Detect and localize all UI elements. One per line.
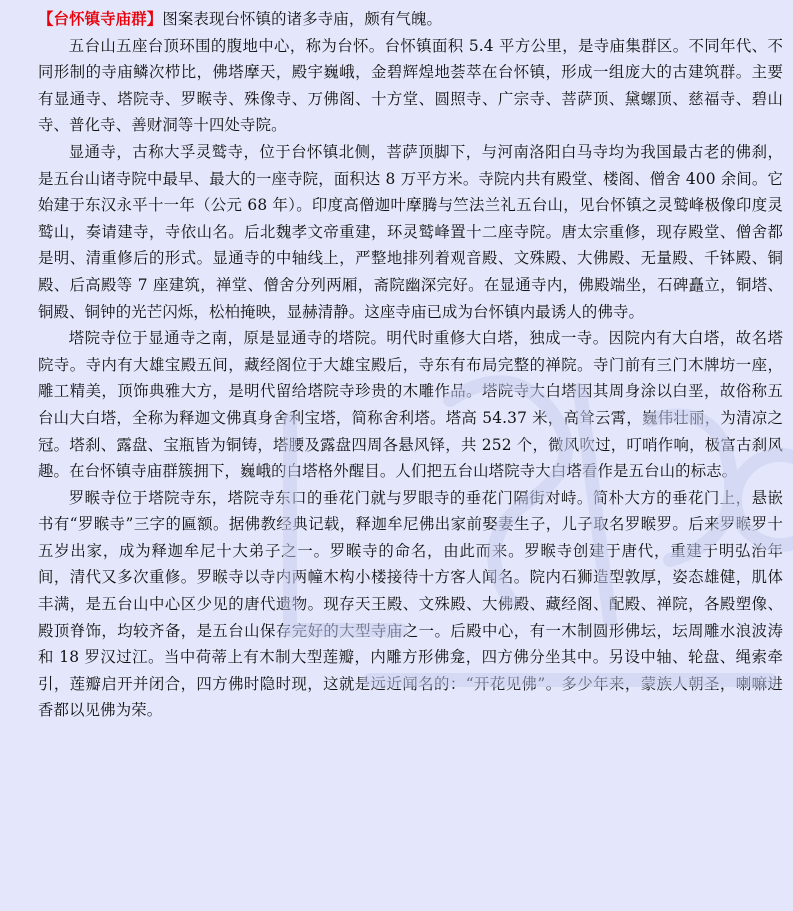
- intro-paragraph: [38, 6, 783, 33]
- section-tag: 【台怀镇寺庙群】: [38, 10, 163, 28]
- paragraph-xiantong-temple: 显通寺，古称大孚灵鹫寺，位于台怀镇北侧，菩萨顶脚下，与河南洛阳白马寺均为我国最古老的佛刹，是五台山诸寺院中最早、最大的一座寺院，面积达 8 万平方米。寺院内共有殿堂、楼阁、僧舍 400 余间。它始建于东汉永平十一年（公元 68 年）。印度高僧迦叶摩腾与竺法兰礼五台山，见台怀镇之灵鹫峰极像印度灵鹫山，奏请建寺，寺依山名。后北魏孝文帝重建，环灵鹫峰置十二座寺院。唐太宗重修，现存殿堂、僧舍都是明、清重修后的形式。显通寺的中轴线上，严整地排列着观音殿、文殊殿、大佛殿、无量殿、千钵殿、铜殿、后高殿等 7 座建筑，禅堂、僧舍分列两厢，斋院幽深完好。在显通寺内，佛殿端坐，石碑矗立，铜塔、铜殿、铜钟的光芒闪烁，松柏掩映，显赫清静。这座寺庙已成为台怀镇内最诱人的佛寺。: [38, 142, 783, 321]
- paragraph-overview: 五台山五座台顶环围的腹地中心，称为台怀。台怀镇面积 5.4 平方公里，是寺庙集群区。不同年代、不同形制的寺庙鳞次栉比，佛塔摩天，殿宇巍峨，金碧辉煌地荟萃在台怀镇，形成一组庞大的古建筑群。主要有显通寺、塔院寺、罗睺寺、殊像寺、万佛阁、十方堂、圆照寺、广宗寺、菩萨顶、黛螺顶、慈福寺、碧山寺、普化寺、善财洞等十四处寺院。: [38, 36, 783, 135]
- paragraph-luohou-temple: 罗睺寺位于塔院寺东，塔院寺东口的垂花门就与罗眼寺的垂花门隔街对峙。简朴大方的垂花门上，悬嵌书有“罗睺寺”三字的匾额。据佛教经典记载，释迦牟尼佛出家前娶妻生子，儿子取名罗睺罗。后来罗睺罗十五岁出家，成为释迦牟尼十大弟子之一。罗睺寺的命名，由此而来。罗睺寺创建于唐代，重建于明弘治年间，清代又多次重修。罗睺寺以寺内两幢木构小楼接待十方客人闻名。院内石狮造型敦厚，姿态雄健，肌体丰满，是五台山中心区少见的唐代遗物。现存天王殿、文殊殿、大佛殿、藏经阁、配殿、禅院，各殿塑像、殿顶脊饰，均较齐备，是五台山保存完好的大型寺庙之一。后殿中心，有一木制圆形佛坛，坛周雕水浪波涛和 18 罗汉过江。当中荷蒂上有木制大型莲瓣，内雕方形佛龛，四方佛分坐其中。另设中轴、轮盘、绳索牵引，莲瓣启开并闭合，四方佛时隐时现，这就是远近闻名的：“开花见佛”。多少年来，蒙族人朝圣，喇嘛进香都以见佛为荣。: [38, 488, 783, 720]
- paragraph-tayuan-temple: 塔院寺位于显通寺之南，原是显通寺的塔院。明代时重修大白塔，独成一寺。因院内有大白塔，故名塔院寺。寺内有大雄宝殿五间，藏经阁位于大雄宝殿后，寺东有布局完整的禅院。寺门前有三门木牌坊一座，雕工精美，顶饰典雅大方，是明代留给塔院寺珍贵的木雕作品。塔院寺大白塔因其周身涂以白垩，故俗称五台山大白塔，全称为释迦文佛真身舍利宝塔，简称舍利塔。塔高 54.37 米，高耸云霄，巍伟壮丽，为清凉之冠。塔刹、露盘、宝瓶皆为铜铸，塔腰及露盘四周各悬风铎，共 252 个，微风吹过，叮哨作响，极富古刹风趣。在台怀镇寺庙群簇拥下，巍峨的白塔格外醒目。人们把五台山塔院寺大白塔看作是五台山的标志。: [38, 329, 783, 481]
- intro-text: 图案表现台怀镇的诸多寺庙，颇有气魄。: [162, 10, 443, 28]
